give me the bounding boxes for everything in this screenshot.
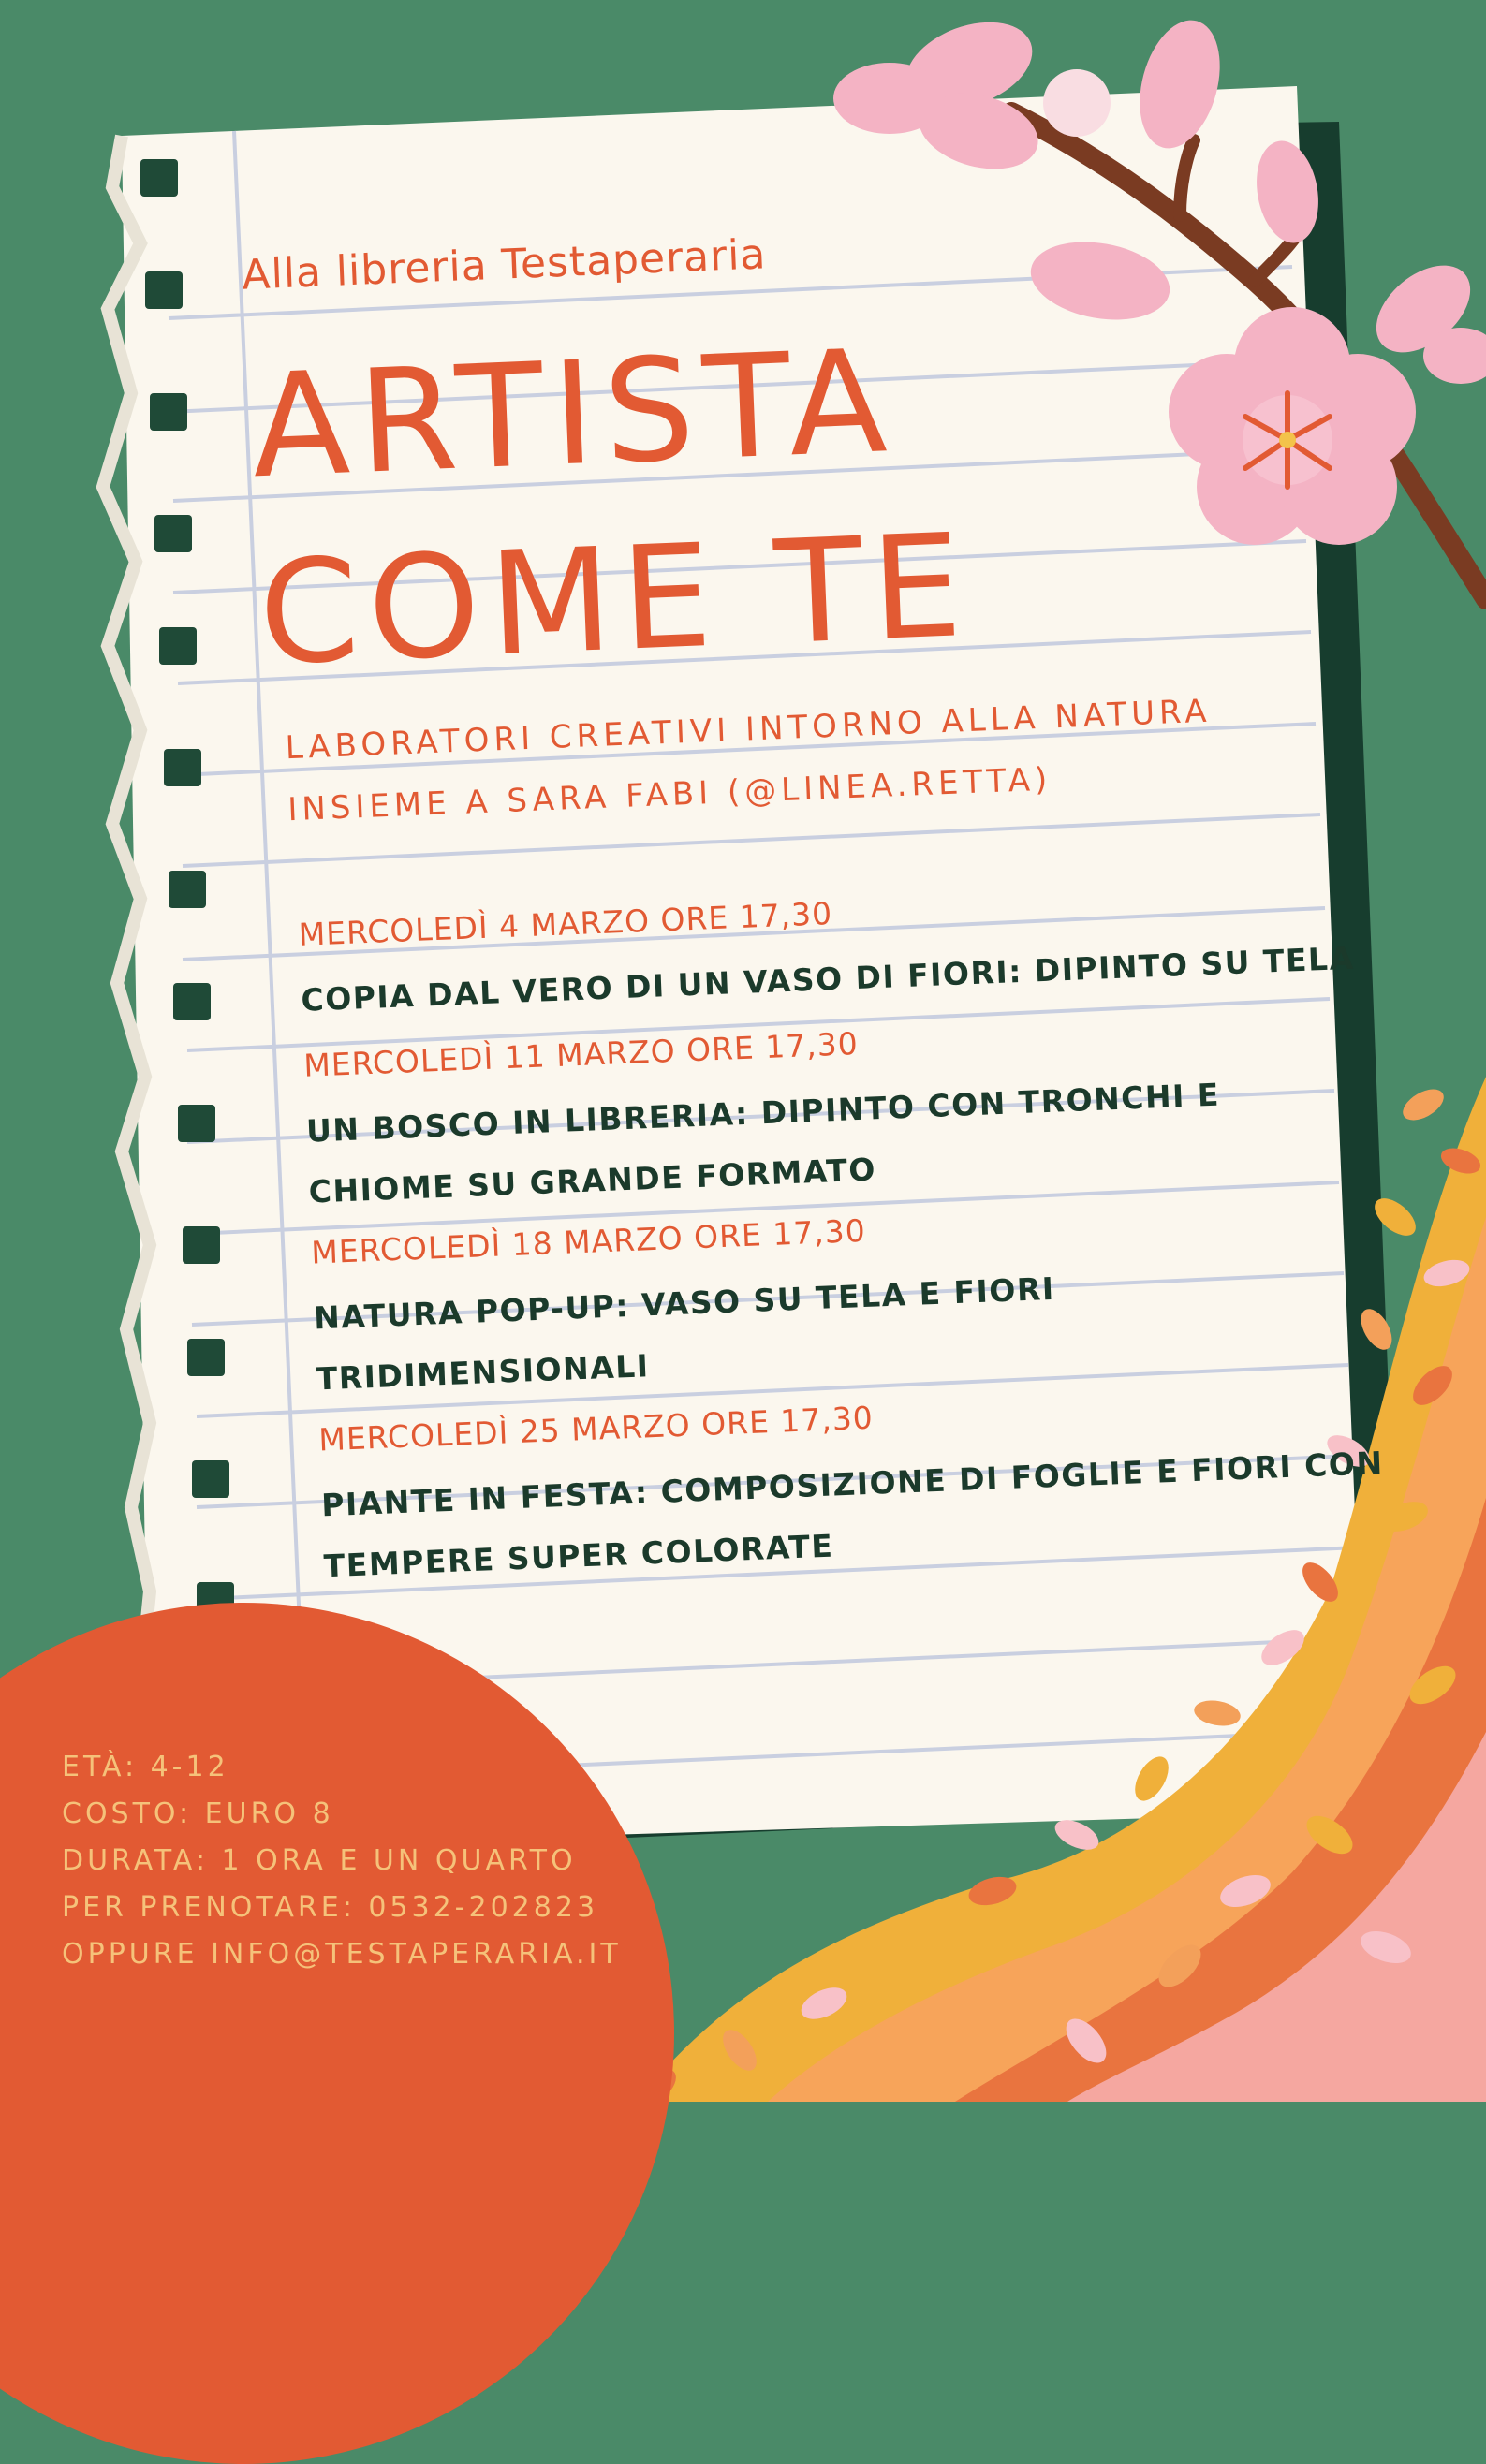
schedule-desc-3a: NATURA POP-UP: VASO SU TELA E FIORI xyxy=(313,1269,1056,1337)
schedule-desc-2b: CHIOME SU GRANDE FORMATO xyxy=(308,1151,877,1210)
info-email: OPPURE INFO@TESTAPERARIA.IT xyxy=(62,1938,622,1971)
schedule-date-3: MERCOLEDÌ 18 MARZO ORE 17,30 xyxy=(310,1211,867,1271)
schedule-date-4: MERCOLEDÌ 25 MARZO ORE 17,30 xyxy=(317,1399,875,1459)
schedule-desc-4b: TEMPERE SUPER COLORATE xyxy=(323,1527,835,1585)
schedule-desc-2a: UN BOSCO IN LIBRERIA: DIPINTO CON TRONCHI E xyxy=(305,1076,1221,1150)
info-age: ETÀ: 4-12 xyxy=(62,1751,229,1783)
schedule-desc-3b: TRIDIMENSIONALI xyxy=(316,1347,651,1398)
schedule-date-1: MERCOLEDÌ 4 MARZO ORE 17,30 xyxy=(297,895,833,953)
title-line-1: ARTISTA xyxy=(248,317,899,510)
info-booking: PER PRENOTARE: 0532-202823 xyxy=(62,1891,599,1924)
schedule-desc-4a: PIANTE IN FESTA: COMPOSIZIONE DI FOGLIE E FIORI CON xyxy=(320,1444,1385,1524)
intro-line-2: INSIEME A SARA FABI (@LINEA.RETTA) xyxy=(287,760,1052,829)
info-cost: COSTO: EURO 8 xyxy=(62,1797,334,1830)
venue-label: Alla libreria Testaperaria xyxy=(241,230,768,300)
intro-line-1: LABORATORI CREATIVI INTORNO ALLA NATURA xyxy=(284,692,1213,768)
schedule-desc-1: COPIA DAL VERO DI UN VASO DI FIORI: DIPINTO SU TELA xyxy=(300,939,1356,1019)
title-line-2: COME TE xyxy=(256,502,975,697)
schedule-date-2: MERCOLEDÌ 11 MARZO ORE 17,30 xyxy=(302,1025,860,1084)
info-duration: DURATA: 1 ORA E UN QUARTO xyxy=(62,1844,577,1877)
